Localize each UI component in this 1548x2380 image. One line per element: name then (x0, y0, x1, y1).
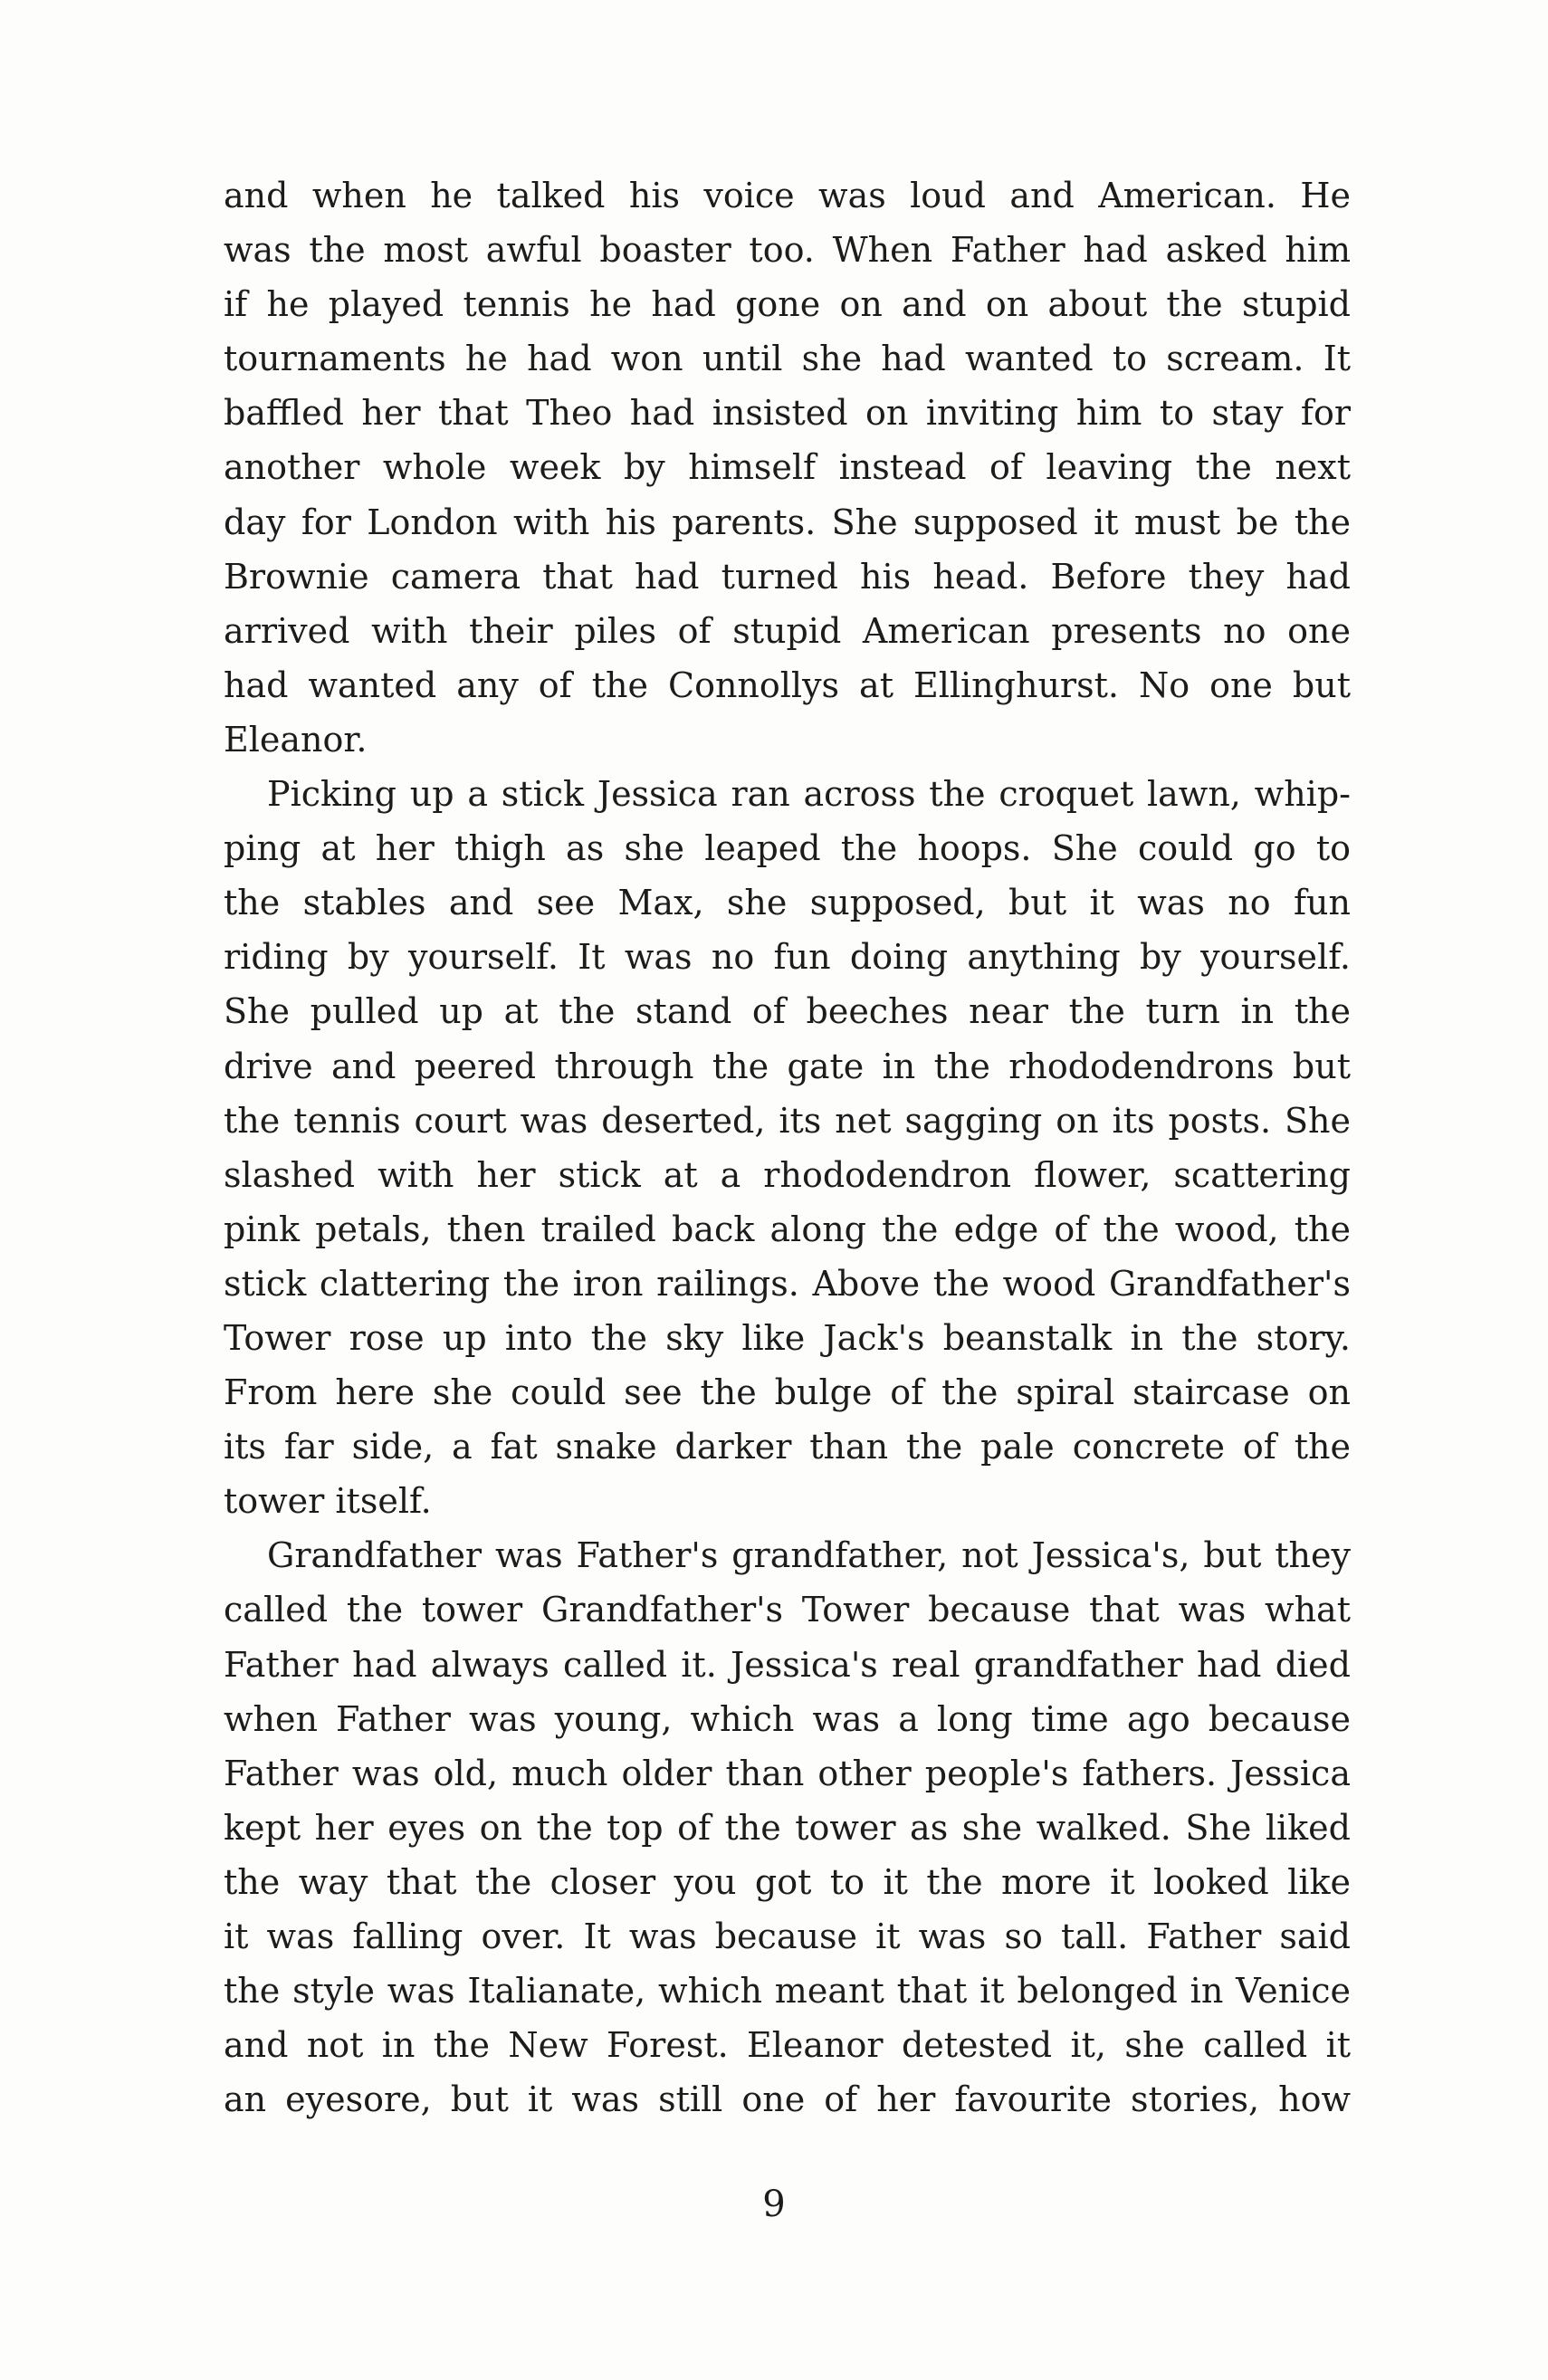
text-line: drive and peered through the gate in the rhododendrons but (224, 1046, 1351, 1086)
text-line: tournaments he had won until she had wanted to scream. It (224, 339, 1351, 379)
text-line: Tower rose up into the sky like Jack's beanstalk in the story. (224, 1317, 1351, 1358)
page-number: 9 (762, 2184, 786, 2225)
text-line: slashed with her stick at a rhododendron flower, scattering (224, 1154, 1351, 1195)
text-line: it was falling over. It was because it was so tall. Father said (224, 1916, 1351, 1956)
text-line: when Father was young, which was a long time ago because (224, 1698, 1351, 1739)
text-line: Grandfather was Father's grandfather, not Jessica's, but they (267, 1535, 1351, 1576)
paragraph-1 (224, 168, 1351, 767)
text-line: called the tower Grandfather's Tower because that was what (224, 1590, 1351, 1630)
paragraph-2 (224, 767, 1351, 1528)
text-line: pink petals, then trailed back along the edge of the wood, the (224, 1209, 1351, 1249)
text-line: She pulled up at the stand of beeches near the turn in the (224, 991, 1351, 1032)
text-line: and not in the New Forest. Eleanor detested it, she called it (224, 2025, 1351, 2066)
text-line: Picking up a stick Jessica ran across the croquet lawn, whip- (267, 774, 1351, 815)
text-line: day for London with his parents. She supposed it must be the (224, 502, 1351, 542)
text-line: Father had always called it. Jessica's real grandfather had died (224, 1644, 1351, 1685)
text-line: tower itself. (224, 1481, 432, 1522)
text-line: and when he talked his voice was loud and American. He (224, 176, 1351, 215)
paragraph-3 (224, 1528, 1351, 2127)
text-line: another whole week by himself instead of leaving the next (224, 447, 1351, 488)
text-line: was the most awful boaster too. When Father had asked him (224, 230, 1351, 271)
text-line: the tennis court was deserted, its net sagging on its posts. She (224, 1100, 1351, 1141)
text-line: ping at her thigh as she leaped the hoops. She could go to (224, 828, 1351, 869)
text-line: Brownie camera that had turned his head. Before they had (224, 556, 1351, 597)
text-line: baffled her that Theo had insisted on inviting him to stay for (224, 393, 1351, 434)
text-line: arrived with their piles of stupid American presents no one (224, 610, 1351, 651)
text-line: Father was old, much older than other people's fathers. Jessica (224, 1753, 1351, 1793)
text-line: stick clattering the iron railings. Above the wood Grandfather's (224, 1263, 1351, 1304)
text-line: an eyesore, but it was still one of her favourite stories, how (224, 2079, 1351, 2120)
text-line: the style was Italianate, which meant that it belonged in Venice (224, 1971, 1351, 2012)
text-line: the way that the closer you got to it the more it looked like (224, 1861, 1351, 1902)
text-line: if he played tennis he had gone on and on about the stupid (224, 284, 1351, 325)
text-line: riding by yourself. It was no fun doing anything by yourself. (224, 937, 1351, 978)
body-text (224, 168, 1351, 2127)
text-line: the stables and see Max, she supposed, but it was no fun (224, 883, 1351, 923)
text-line: its far side, a fat snake darker than the pale concrete of the (224, 1427, 1351, 1467)
text-line: From here she could see the bulge of the spiral staircase on (224, 1372, 1351, 1413)
text-line: Eleanor. (224, 719, 368, 760)
text-line: had wanted any of the Connollys at Ellinghurst. No one but (224, 664, 1351, 705)
text-line: kept her eyes on the top of the tower as she walked. She liked (224, 1807, 1351, 1848)
